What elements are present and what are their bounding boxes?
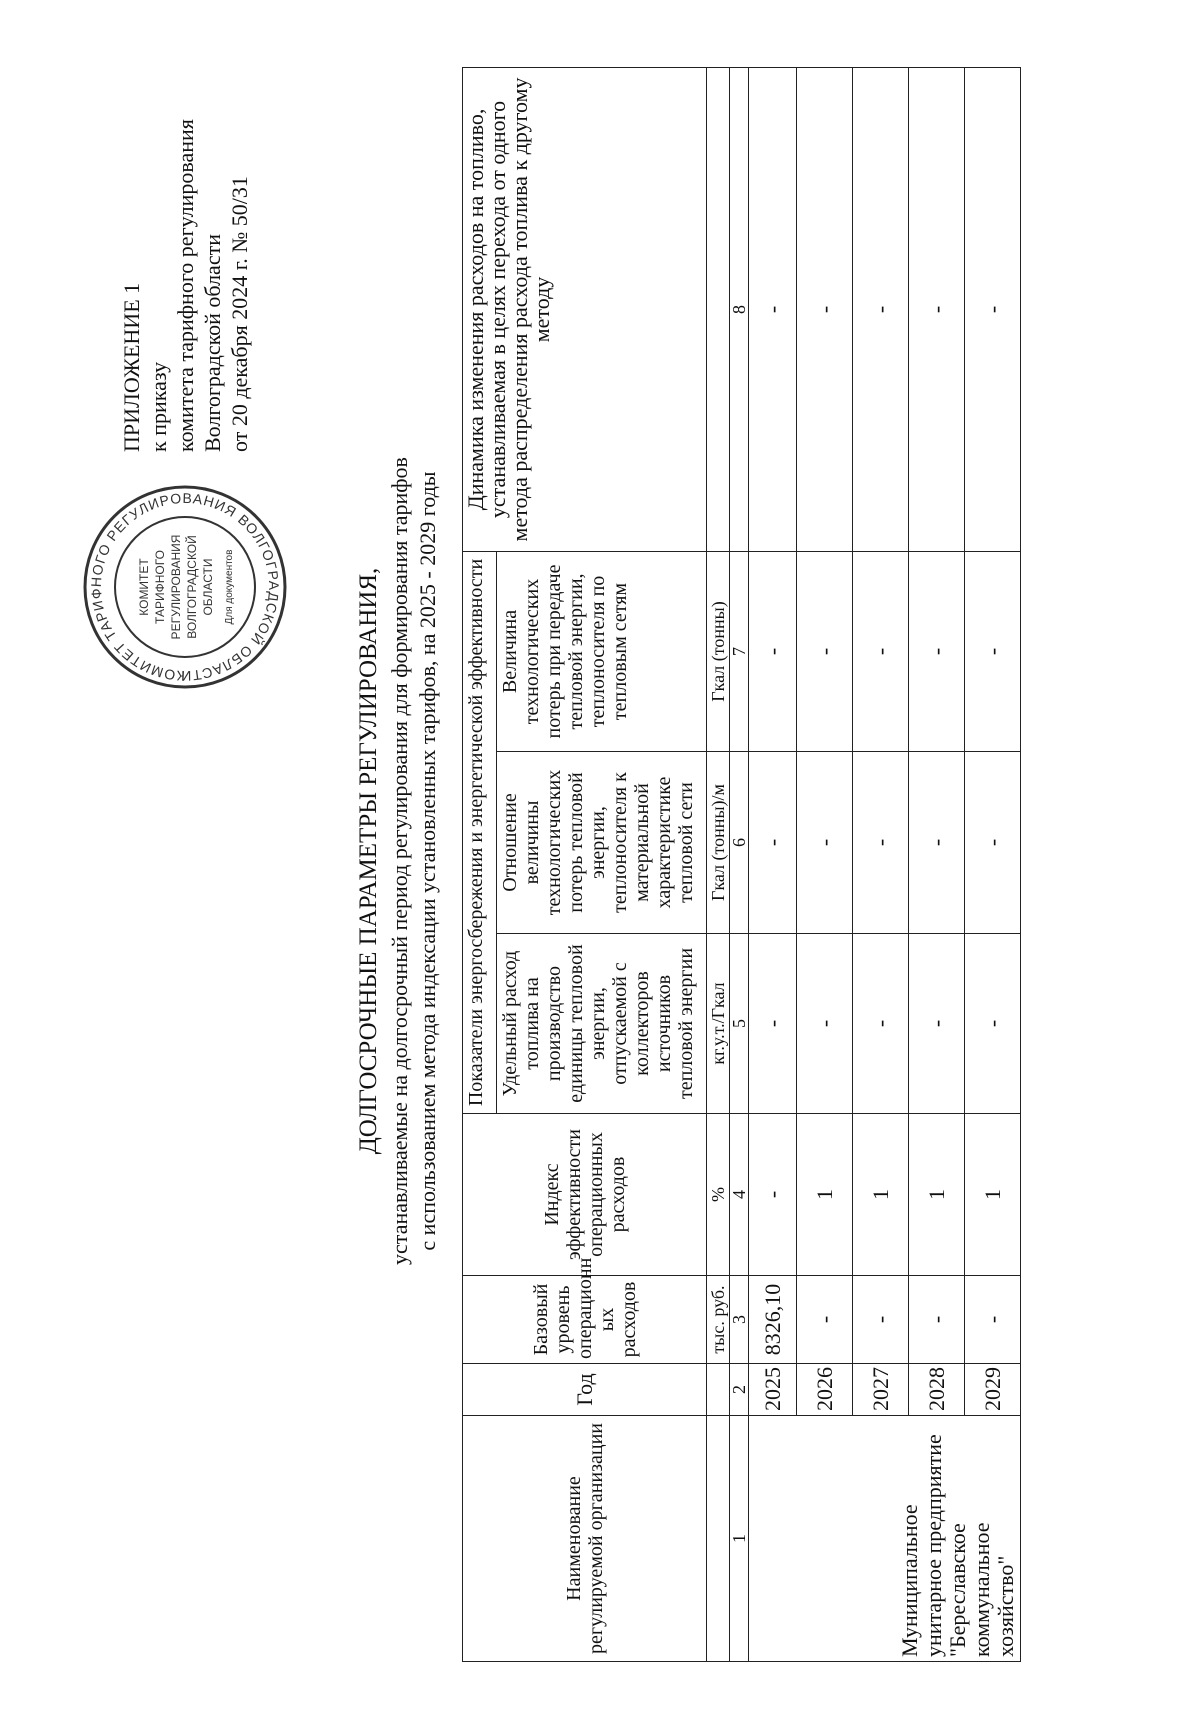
unit-cell: тыс. руб.: [707, 1276, 730, 1364]
cell-dynamics: -: [909, 67, 965, 551]
document-title: ДОЛГОСРОЧНЫЕ ПАРАМЕТРЫ РЕГУЛИРОВАНИЯ,: [355, 567, 382, 1155]
appendix-line: Волгоградской области: [200, 234, 225, 452]
cell-base: 8326,10: [749, 1276, 797, 1364]
stamp-line: КОМИТЕТ: [137, 558, 151, 616]
cell-losses: -: [909, 551, 965, 751]
column-number: 6: [730, 752, 749, 934]
header-ratio: Отношение величины технологических потерь тепловой энергии, теплоносителя к материальной характеристике тепловой сети: [497, 752, 707, 934]
column-number: 1: [730, 1416, 749, 1662]
cell-year: 2029: [965, 1364, 1021, 1416]
cell-dynamics: -: [797, 67, 853, 551]
header-index: Индекс эффективности операционных расходов: [463, 1114, 707, 1276]
stamp-line: РЕГУЛИРОВАНИЯ: [169, 534, 183, 640]
parameters-table: [462, 67, 1021, 1662]
header-dynamics: Динамика изменения расходов на топливо, устанавливаемая в целях перехода от одного метода распределения расхода топлива к другому методу: [463, 67, 707, 551]
column-number: 4: [730, 1114, 749, 1276]
cell-fuel: -: [853, 934, 909, 1114]
table-row: [749, 67, 797, 1661]
cell-losses: -: [749, 551, 797, 751]
cell-losses: -: [965, 551, 1021, 751]
stamp-line: ОБЛАСТИ: [201, 558, 215, 616]
cell-year: 2027: [853, 1364, 909, 1416]
cell-fuel: -: [909, 934, 965, 1114]
stamp-outer-text: КОМИТЕТ ТАРИФНОГО РЕГУЛИРОВАНИЯ ВОЛГОГРАДСКОЙ ОБЛАСТИ: [87, 489, 283, 685]
appendix-line: от 20 декабря 2024 г. № 50/31: [227, 176, 252, 452]
cell-index: 1: [797, 1114, 853, 1276]
cell-index: 1: [853, 1114, 909, 1276]
header-group: Показатели энергосбережения и энергетической эффективности: [463, 551, 497, 1113]
cell-base: -: [797, 1276, 853, 1364]
appendix-line: комитета тарифного регулирования: [173, 119, 198, 452]
cell-losses: -: [853, 551, 909, 751]
cell-index: -: [749, 1114, 797, 1276]
cell-fuel: -: [965, 934, 1021, 1114]
header-base: Базовый уровень операционн ых расходов: [463, 1276, 707, 1364]
organization-name: Муниципальное унитарное предприятие "Береславское коммунальное хозяйство": [749, 1416, 1021, 1662]
column-number: 7: [730, 551, 749, 751]
stamp-line: ВОЛГОГРАДСКОЙ: [185, 535, 199, 639]
column-number: 5: [730, 934, 749, 1114]
cell-dynamics: -: [853, 67, 909, 551]
appendix-header: [118, 119, 253, 452]
header-org: Наименование регулируемой организации: [463, 1416, 707, 1662]
unit-cell: %: [707, 1114, 730, 1276]
cell-dynamics: -: [965, 67, 1021, 551]
column-number: 3: [730, 1276, 749, 1364]
cell-base: -: [965, 1276, 1021, 1364]
unit-cell: Гкал (тонны): [707, 551, 730, 751]
cell-ratio: -: [797, 752, 853, 934]
cell-base: -: [909, 1276, 965, 1364]
cell-index: 1: [965, 1114, 1021, 1276]
official-stamp: [80, 482, 290, 692]
cell-fuel: -: [749, 934, 797, 1114]
column-number: 2: [730, 1364, 749, 1416]
unit-cell: [707, 1416, 730, 1662]
appendix-line: к приказу: [146, 361, 171, 452]
column-number: 8: [730, 67, 749, 551]
cell-year: 2025: [749, 1364, 797, 1416]
cell-year: 2028: [909, 1364, 965, 1416]
cell-losses: -: [797, 551, 853, 751]
document-subtitle: устанавливаемые на долгосрочный период регулирования для формирования тарифов: [387, 457, 412, 1265]
cell-ratio: -: [965, 752, 1021, 934]
unit-cell: [707, 67, 730, 551]
cell-ratio: -: [749, 752, 797, 934]
cell-ratio: -: [909, 752, 965, 934]
stamp-line: Для документов: [224, 549, 235, 625]
unit-cell: [707, 1364, 730, 1416]
header-losses: Величина технологических потерь при передаче тепловой энергии, теплоносителя по тепловым сетям: [497, 551, 707, 751]
document-subtitle: с использованием метода индексации установленных тарифов, на 2025 - 2029 годы: [415, 471, 440, 1251]
cell-dynamics: -: [749, 67, 797, 551]
cell-index: 1: [909, 1114, 965, 1276]
header-year: Год: [463, 1364, 707, 1416]
unit-cell: Гкал (тонны)/м: [707, 752, 730, 934]
cell-year: 2026: [797, 1364, 853, 1416]
cell-ratio: -: [853, 752, 909, 934]
appendix-title: ПРИЛОЖЕНИЕ 1: [119, 282, 144, 452]
header-fuel: Удельный расход топлива на производство единицы тепловой энергии, отпускаемой с коллекторов источников тепловой энергии: [497, 934, 707, 1114]
stamp-line: ТАРИФНОГО: [153, 550, 167, 624]
cell-fuel: -: [797, 934, 853, 1114]
unit-cell: кг.у.т./Гкал: [707, 934, 730, 1114]
cell-base: -: [853, 1276, 909, 1364]
